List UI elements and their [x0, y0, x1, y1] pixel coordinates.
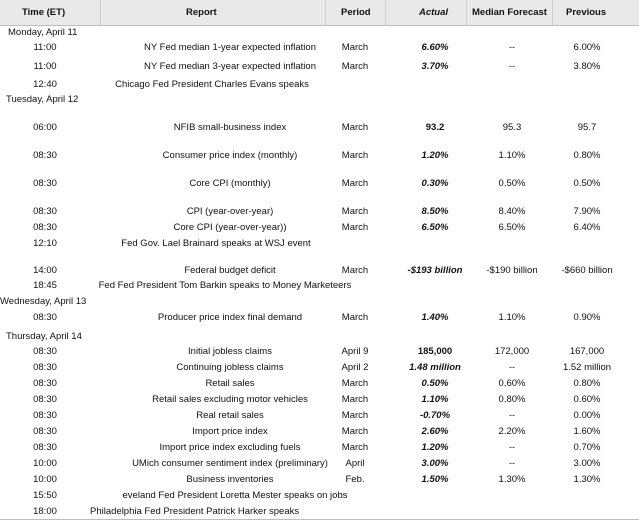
row-period: March: [341, 122, 369, 133]
row-median: --: [508, 442, 516, 453]
row-previous: 95.7: [577, 122, 597, 133]
row-report: Chicago Fed President Charles Evans speaks: [115, 79, 309, 90]
row-period: March: [341, 442, 369, 453]
row-period: April: [345, 458, 365, 469]
row-previous: 167,000: [569, 346, 605, 357]
row-period: March: [341, 378, 369, 389]
row-actual: 0.50%: [421, 378, 449, 389]
row-median: --: [508, 61, 516, 72]
row-previous: 3.80%: [573, 61, 601, 72]
row-period: March: [341, 410, 369, 421]
row-period: March: [341, 178, 369, 189]
row-report: NY Fed median 3-year expected inflation: [144, 61, 316, 72]
table-bottom-border: [0, 519, 639, 520]
row-report: Fed Fed President Tom Barkin speaks to Money Marketeers: [98, 280, 352, 291]
row-actual: 1.20%: [421, 150, 449, 161]
row-actual: 1.48 million: [409, 362, 461, 373]
row-time: 11:00: [33, 42, 57, 53]
row-period: March: [341, 150, 369, 161]
header-actual: Actual: [419, 7, 449, 18]
row-report: Fed Gov. Lael Brainard speaks at WSJ event: [121, 238, 311, 249]
row-time: 08:30: [33, 206, 57, 217]
row-time: 12:40: [33, 79, 57, 90]
row-median: --: [508, 42, 516, 53]
row-median: 0.60%: [498, 378, 526, 389]
row-report: NY Fed median 1-year expected inflation: [144, 42, 316, 53]
row-actual: -0.70%: [419, 410, 451, 421]
row-actual: 3.00%: [421, 458, 449, 469]
row-report: Consumer price index (monthly): [162, 150, 298, 161]
row-report: Retail sales: [205, 378, 255, 389]
header-period: Period: [341, 7, 371, 18]
row-previous: 0.50%: [573, 178, 601, 189]
row-median: 8.40%: [498, 206, 526, 217]
row-previous: 0.00%: [573, 410, 601, 421]
row-median: 0.80%: [498, 394, 526, 405]
row-time: 08:30: [33, 378, 57, 389]
row-report: Real retail sales: [196, 410, 264, 421]
row-actual: 1.20%: [421, 442, 449, 453]
row-previous: 3.00%: [573, 458, 601, 469]
row-median: 6.50%: [498, 222, 526, 233]
row-time: 12:10: [33, 238, 57, 249]
row-median: 95.3: [502, 122, 522, 133]
row-report: Import price index excluding fuels: [159, 442, 301, 453]
row-time: 08:30: [33, 312, 57, 323]
row-time: 08:30: [33, 178, 57, 189]
row-time: 08:30: [33, 394, 57, 405]
row-median: 2.20%: [498, 426, 526, 437]
row-time: 08:30: [33, 410, 57, 421]
row-previous: 1.60%: [573, 426, 601, 437]
row-period: Feb.: [345, 474, 365, 485]
row-time: 06:00: [33, 122, 57, 133]
row-time: 08:30: [33, 150, 57, 161]
row-median: --: [508, 410, 516, 421]
day-heading-tuesday: Tuesday, April 12: [6, 94, 79, 105]
row-median: 172,000: [494, 346, 530, 357]
row-time: 10:00: [33, 474, 57, 485]
row-report: Core CPI (year-over-year)): [173, 222, 287, 233]
header-previous: Previous: [566, 7, 607, 18]
row-time: 08:30: [33, 346, 57, 357]
row-period: April 2: [341, 362, 369, 373]
row-period: March: [341, 61, 369, 72]
row-median: 0.50%: [498, 178, 526, 189]
row-report: Federal budget deficit: [184, 265, 276, 276]
row-actual: 3.70%: [421, 61, 449, 72]
row-period: March: [341, 42, 369, 53]
row-actual: -$193 billion: [407, 265, 463, 276]
row-previous: 6.40%: [573, 222, 601, 233]
header-report: Report: [186, 7, 217, 18]
header-time: Time (ET): [22, 7, 66, 18]
row-median: 1.10%: [498, 312, 526, 323]
day-heading-thursday: Thursday, April 14: [6, 331, 82, 342]
row-previous: 1.52 million: [562, 362, 612, 373]
row-report: Philadelphia Fed President Patrick Harker speaks: [90, 506, 300, 517]
row-previous: 1.30%: [573, 474, 601, 485]
row-previous: 0.80%: [573, 378, 601, 389]
row-median: -$190 billion: [486, 265, 538, 276]
row-report: Import price index: [192, 426, 268, 437]
row-time: 08:30: [33, 362, 57, 373]
row-report: CPI (year-over-year): [186, 206, 274, 217]
row-period: April 9: [341, 346, 369, 357]
row-actual: 1.10%: [421, 394, 449, 405]
row-time: 08:30: [33, 222, 57, 233]
row-actual: 2.60%: [421, 426, 449, 437]
day-heading-monday: Monday, April 11: [8, 27, 78, 38]
row-report: Producer price index final demand: [157, 312, 303, 323]
row-time: 18:45: [33, 280, 57, 291]
day-heading-wednesday: Wednesday, April 13: [0, 296, 87, 307]
row-period: March: [341, 206, 369, 217]
row-period: March: [341, 426, 369, 437]
row-time: 14:00: [33, 265, 57, 276]
row-previous: 0.60%: [573, 394, 601, 405]
row-actual: 185,000: [417, 346, 453, 357]
row-time: 11:00: [33, 61, 57, 72]
row-time: 10:00: [33, 458, 57, 469]
row-actual: 0.30%: [421, 178, 449, 189]
row-actual: 93.2: [425, 122, 445, 133]
row-median: 1.10%: [498, 150, 526, 161]
row-actual: 1.50%: [421, 474, 449, 485]
row-previous: 0.80%: [573, 150, 601, 161]
row-previous: 7.90%: [573, 206, 601, 217]
row-period: March: [341, 394, 369, 405]
row-time: 18:00: [33, 506, 57, 517]
row-previous: 6.00%: [573, 42, 601, 53]
row-period: March: [341, 312, 369, 323]
row-report: Core CPI (monthly): [189, 178, 271, 189]
row-actual: 8.50%: [421, 206, 449, 217]
row-median: 1.30%: [498, 474, 526, 485]
row-report: Continuing jobless claims: [176, 362, 284, 373]
row-time: 15:50: [33, 490, 57, 501]
row-previous: 0.70%: [573, 442, 601, 453]
row-report: NFIB small-business index: [173, 122, 287, 133]
row-median: --: [508, 458, 516, 469]
row-report: Retail sales excluding motor vehicles: [152, 394, 308, 405]
row-period: March: [341, 222, 369, 233]
row-report: Initial jobless claims: [188, 346, 272, 357]
row-actual: 1.40%: [421, 312, 449, 323]
row-report: UMich consumer sentiment index (preliminary): [132, 458, 328, 469]
row-previous: -$660 billion: [561, 265, 613, 276]
row-median: --: [508, 362, 516, 373]
row-actual: 6.60%: [421, 42, 449, 53]
row-previous: 0.90%: [573, 312, 601, 323]
row-time: 08:30: [33, 442, 57, 453]
row-period: March: [341, 265, 369, 276]
header-median-forecast: Median Forecast: [472, 7, 547, 18]
row-report: Business inventories: [186, 474, 274, 485]
row-actual: 6.50%: [421, 222, 449, 233]
row-time: 08:30: [33, 426, 57, 437]
row-report: eveland Fed President Loretta Mester speaks on jobs: [122, 490, 348, 501]
